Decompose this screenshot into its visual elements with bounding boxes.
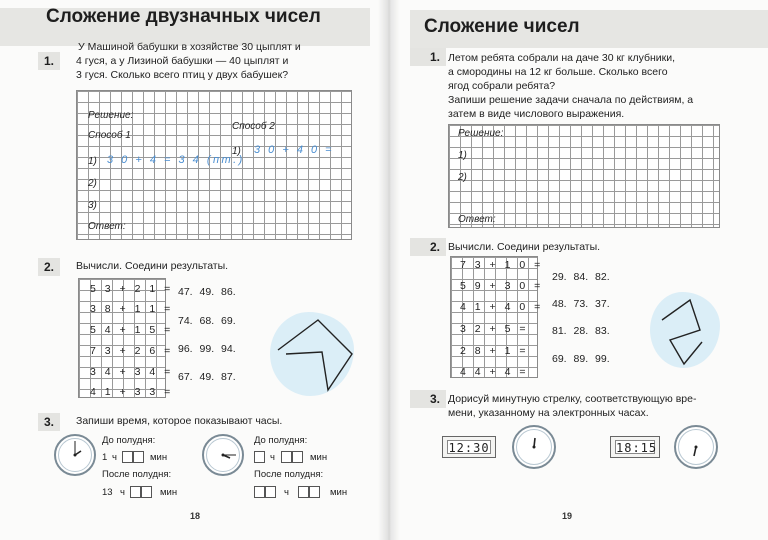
task-number: 3. [44,415,55,429]
minute-digit-box[interactable] [298,486,309,498]
expression: 5 9 + 3 0 = [460,280,544,292]
method2-step1-label: 1) [232,146,241,157]
page-number: 18 [190,511,201,521]
hours-abbr: ч [120,487,125,498]
result-group: 81. 28. 83. [552,325,610,337]
answer-grid[interactable] [448,124,720,228]
hours-abbr: ч [270,452,275,463]
result-group: 74. 68. 69. [178,315,236,327]
clock-hands [676,427,716,467]
task1-text [448,51,728,121]
minutes-abbr: мин [160,487,178,498]
hour-value: 1 [102,452,108,463]
digital-clock [442,436,496,458]
task-number: 2. [44,260,55,274]
before-noon-label: До полудня: [102,435,156,446]
page-title: Сложение чисел [424,16,580,37]
task-line: ягод собрали ребята? [448,80,556,92]
task-number-band [410,390,446,408]
task-line: Дорисуй минутную стрелку, соответствующую вре- [448,393,697,405]
clock-hands [204,436,242,474]
step1-label: 1) [458,150,467,161]
solution-label: Решение: [88,110,134,121]
digital-clock [610,436,660,458]
analog-clock [202,434,244,476]
task-line: мени, указанному на электронных часах. [448,407,649,419]
task2-text: Вычисли. Соедини результаты. [448,241,601,253]
handwritten-answer: 3 0 + 4 0 = [254,144,335,156]
expression: 4 1 + 3 3 = [90,386,174,398]
task-line: У Машиной бабушки в хозяйстве 30 цыплят и [78,41,301,53]
after-noon-label: После полудня: [254,469,324,480]
method2-label: Способ 2 [232,121,275,132]
step1-label: 1) [88,156,97,167]
digital-clock-display: 12:30 [448,441,490,455]
minutes-abbr: мин [150,452,168,463]
hours-abbr: ч [284,487,289,498]
expression: 4 4 + 4 = [460,366,529,378]
minute-digit-box[interactable] [130,486,141,498]
expression: 4 1 + 4 0 = [460,301,544,313]
task-line: затем в виде числового выражения. [448,108,625,120]
task-line: Летом ребята собрали на даче 30 кг клубники, [448,52,676,64]
expressions-grid [450,256,538,378]
page-title: Сложение двузначных чисел [46,6,321,27]
minute-digit-box[interactable] [133,451,144,463]
step2-label: 2) [88,178,97,189]
minute-digit-box[interactable] [281,451,292,463]
minute-digit-box[interactable] [141,486,152,498]
result-group: 48. 73. 37. [552,298,610,310]
page-number: 19 [562,511,573,521]
clock-hands [514,427,554,467]
expression: 3 4 + 3 4 = [90,366,174,378]
hour-digit-box[interactable] [265,486,276,498]
task2-text: Вычисли. Соедини результаты. [76,260,229,272]
connection-lines-diagram [270,312,360,398]
digital-clock-display: 18:15 [616,441,658,455]
solution-label: Решение: [458,128,504,139]
method1-label: Способ 1 [88,130,131,141]
task-number-band [410,48,446,66]
minute-digit-box[interactable] [122,451,133,463]
right-page [388,0,768,540]
clock-hands [56,436,94,474]
book-gutter [378,0,400,540]
task-number: 2. [430,240,441,254]
minute-digit-box[interactable] [292,451,303,463]
task-number-band [410,238,446,256]
analog-clock [54,434,96,476]
hour-value: 13 [102,487,113,498]
hour-digit-box[interactable] [254,486,265,498]
step3-label: 3) [88,200,97,211]
result-group: 47. 49. 86. [178,286,236,298]
step2-label: 2) [458,172,467,183]
task-number: 3. [430,392,441,406]
task-line: а смородины на 12 кг больше. Сколько всего [448,66,668,78]
task1-text [76,40,366,82]
task3-text: Запиши время, которое показывают часы. [76,415,283,427]
result-group: 96. 99. 94. [178,343,236,355]
hours-abbr: ч [112,452,117,463]
task-line: Запиши решение задачи сначала по действиям, а [448,94,694,106]
expression: 3 2 + 5 = [460,323,529,335]
expression: 3 8 + 1 1 = [90,303,174,315]
before-noon-label: До полудня: [254,435,308,446]
hour-digit-box[interactable] [254,451,265,463]
task-line: 3 гуся. Сколько всего птиц у двух бабушек? [76,69,289,81]
after-noon-label: После полудня: [102,469,172,480]
result-group: 29. 84. 82. [552,271,610,283]
minutes-abbr: мин [310,452,328,463]
expression: 5 3 + 2 1 = [90,283,174,295]
answer-label: Ответ: [458,214,496,225]
minute-digit-box[interactable] [309,486,320,498]
expression: 7 3 + 2 6 = [90,345,174,357]
answer-label: Ответ: [88,221,126,232]
task-number: 1. [44,54,55,68]
result-group: 67. 49. 87. [178,371,236,383]
task-line: 4 гуся, а у Лизиной бабушки — 40 цыплят и [76,55,289,67]
task3-text [448,392,738,420]
task-number: 1. [430,50,441,64]
result-group: 69. 89. 99. [552,353,610,365]
expressions-grid [78,278,166,398]
expression: 2 8 + 1 = [460,345,529,357]
analog-clock[interactable] [512,425,556,469]
handwritten-answer: 3 0 + 4 = 3 4 (пт.) [107,154,245,166]
expression: 7 3 + 1 0 = [460,259,544,271]
expression: 5 4 + 1 5 = [90,324,174,336]
analog-clock[interactable] [674,425,718,469]
connection-lines-diagram [650,292,726,372]
minutes-abbr: мин [330,487,348,498]
